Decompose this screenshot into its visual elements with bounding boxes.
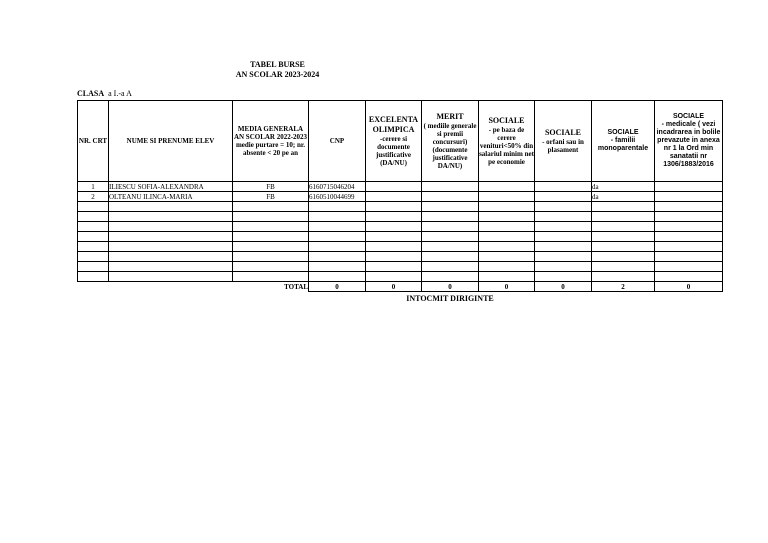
total-row <box>78 282 723 292</box>
cell-merit <box>422 182 479 192</box>
cell-nume: ILIESCU SOFIA-ALEXANDRA <box>109 182 233 192</box>
clasa-label: CLASA <box>77 89 105 98</box>
total-sociale-monoparentale: 2 <box>592 282 655 292</box>
cell-sociale-monoparentale: da <box>592 192 655 202</box>
cell-media: FB <box>233 192 309 202</box>
table-row-empty <box>78 242 723 252</box>
col-header-sociale-orfani <box>535 101 592 182</box>
cell-cnp: 6160715046204 <box>309 182 366 192</box>
merit-title: MERIT <box>436 112 464 121</box>
col-header-sociale-medicale <box>655 101 723 182</box>
sociale1-title: SOCIALE <box>488 116 525 125</box>
col-header-nume: NUME SI PRENUME ELEV <box>109 101 233 182</box>
total-sociale-orfani: 0 <box>535 282 592 292</box>
table-header-row <box>78 101 723 182</box>
cell-sociale-monoparentale: da <box>592 182 655 192</box>
cell-sociale-medicale <box>655 182 723 192</box>
cell-nr: 1 <box>78 182 109 192</box>
table-row-empty <box>78 272 723 282</box>
excelenta-title: EXCELENTA OLIMPICA <box>368 115 419 134</box>
total-label: TOTAL <box>233 282 309 292</box>
cell-excelenta <box>366 182 422 192</box>
col-header-sociale-monoparentale <box>592 101 655 182</box>
cell-merit <box>422 192 479 202</box>
cell-sociale-orfani <box>535 182 592 192</box>
footer-signature: INTOCMIT DIRIGINTE <box>406 294 494 303</box>
cell-nr: 2 <box>78 192 109 202</box>
col-header-cnp: CNP <box>309 101 366 182</box>
table-row <box>78 192 723 202</box>
merit-desc: ( mediile generale si premii concursuri) (documente justificative DA/NU) <box>423 122 477 170</box>
cell-sociale-medicale <box>655 192 723 202</box>
excelenta-desc: -cerere si documente justificative (DA/NU) <box>376 135 411 167</box>
col-header-merit <box>422 101 479 182</box>
col-header-media: MEDIA GENERALA AN SCOLAR 2022-2023 medie purtare = 10; nr. absente < 20 pe an <box>233 101 309 182</box>
table-row <box>78 182 723 192</box>
col-header-excelenta <box>366 101 422 182</box>
col-header-nr: NR. CRT <box>78 101 109 182</box>
cell-sociale-orfani <box>535 192 592 202</box>
table-row-empty <box>78 252 723 262</box>
table-row-empty <box>78 232 723 242</box>
cell-media: FB <box>233 182 309 192</box>
total-merit: 0 <box>422 282 479 292</box>
total-excelenta: 0 <box>366 282 422 292</box>
cell-nume: OLTEANU ILINCA-MARIA <box>109 192 233 202</box>
sociale4-title: SOCIALE <box>672 113 705 120</box>
sociale2-title: SOCIALE <box>544 128 581 137</box>
cell-cnp: 6160510044699 <box>309 192 366 202</box>
total-sociale-medicale: 0 <box>655 282 723 292</box>
document-title: TABEL BURSE <box>250 60 305 69</box>
table-row-empty <box>78 202 723 212</box>
cell-excelenta <box>366 192 422 202</box>
clasa-line <box>77 89 132 98</box>
col-header-sociale-venituri <box>479 101 535 182</box>
sociale3-title: SOCIALE <box>607 129 639 136</box>
cell-sociale-venituri <box>479 192 535 202</box>
sociale3-desc: - familii monoparentale <box>597 137 649 152</box>
sociale2-desc: - orfani sau in plasament <box>542 138 584 154</box>
table-row-empty <box>78 212 723 222</box>
sociale1-desc: - pe baza de cerere venituri<50% din salariul minim net pe economie <box>479 126 534 166</box>
total-cnp: 0 <box>309 282 366 292</box>
clasa-value: a I.-a A <box>108 89 132 98</box>
document-subtitle: AN SCOLAR 2023-2024 <box>235 70 320 79</box>
table-row-empty <box>78 262 723 272</box>
cell-sociale-venituri <box>479 182 535 192</box>
table-row-empty <box>78 222 723 232</box>
total-sociale-venituri: 0 <box>479 282 535 292</box>
sociale4-desc: - medicale ( vezi incadrarea in bolile prevazute in anexa nr 1 la Ord min sanatatii nr 1306/1883/2016 <box>656 121 721 168</box>
burse-table <box>77 100 723 292</box>
